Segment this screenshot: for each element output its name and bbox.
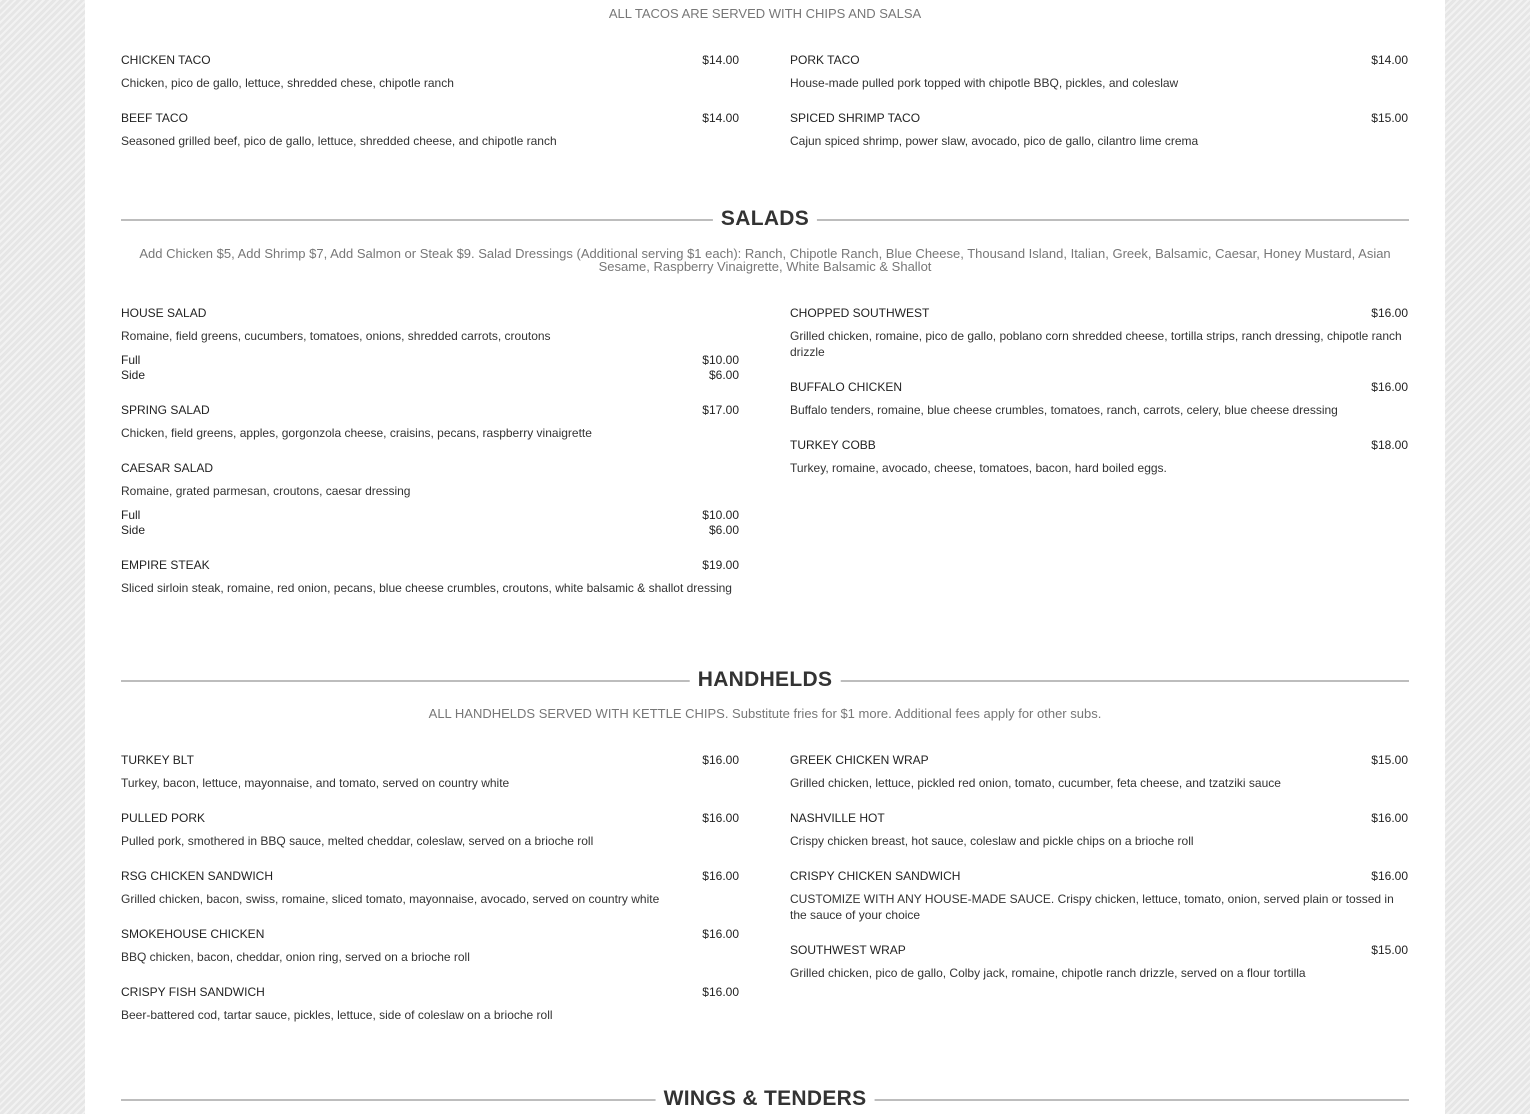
item-price: $14.00: [702, 111, 739, 125]
menu-item: [121, 985, 739, 1023]
menu-item: [121, 306, 739, 383]
salads-right-column: [790, 306, 1408, 496]
item-price: $16.00: [1371, 811, 1408, 825]
menu-item: [790, 53, 1408, 91]
item-name: HOUSE SALAD: [121, 306, 207, 320]
item-name: PULLED PORK: [121, 811, 206, 825]
menu-content: [121, 0, 1409, 1114]
size-option: [121, 353, 739, 368]
item-description: Pulled pork, smothered in BBQ sauce, melted cheddar, coleslaw, served on a brioche roll: [121, 834, 594, 848]
size-options: [121, 508, 739, 538]
item-description: Grilled chicken, romaine, pico de gallo, poblano corn shredded cheese, tortilla strips, ranch dressing, chipotle ranch drizzle: [790, 329, 1402, 359]
option-label: Full: [121, 508, 141, 522]
menu-item: [121, 403, 739, 441]
item-name: SPICED SHRIMP TACO: [790, 111, 921, 125]
item-name: CRISPY FISH SANDWICH: [121, 985, 265, 999]
item-price: $16.00: [1371, 306, 1408, 320]
menu-item: [790, 438, 1408, 476]
salads-left-column: [121, 306, 739, 616]
menu-item: [121, 558, 739, 596]
item-price: $16.00: [702, 985, 739, 999]
item-price: $14.00: [1371, 53, 1408, 67]
tacos-note: ALL TACOS ARE SERVED WITH CHIPS AND SALSA: [608, 6, 922, 21]
item-description: Chicken, pico de gallo, lettuce, shredded chese, chipotle ranch: [121, 76, 454, 90]
handhelds-section-header: [121, 665, 1409, 695]
item-price: $19.00: [702, 558, 739, 572]
item-description: Crispy chicken breast, hot sauce, coleslaw and pickle chips on a brioche roll: [790, 834, 1194, 848]
option-price: $10.00: [702, 353, 739, 367]
menu-item: [121, 461, 739, 538]
item-name: CHICKEN TACO: [121, 53, 211, 67]
item-name: EMPIRE STEAK: [121, 558, 210, 572]
section-title: WINGS & TENDERS: [656, 1084, 875, 1114]
section-title: HANDHELDS: [690, 665, 841, 695]
item-name: TURKEY COBB: [790, 438, 876, 452]
menu-page: [85, 0, 1445, 1114]
item-name: BEEF TACO: [121, 111, 188, 125]
item-description: Grilled chicken, pico de gallo, Colby jack, romaine, chipotle ranch drizzle, served on a flour tortilla: [790, 966, 1306, 980]
menu-item: [790, 943, 1408, 981]
item-price: $15.00: [1371, 943, 1408, 957]
option-label: Side: [121, 523, 146, 537]
item-name: CHOPPED SOUTHWEST: [790, 306, 930, 320]
menu-item: [121, 869, 739, 907]
item-description: Beer-battered cod, tartar sauce, pickles, lettuce, side of coleslaw on a brioche roll: [121, 1008, 553, 1022]
item-description: Sliced sirloin steak, romaine, red onion, pecans, blue cheese crumbles, croutons, white balsamic & shallot dressing: [121, 581, 732, 595]
item-description: House-made pulled pork topped with chipotle BBQ, pickles, and coleslaw: [790, 76, 1179, 90]
item-name: SOUTHWEST WRAP: [790, 943, 906, 957]
item-description: Turkey, romaine, avocado, cheese, tomatoes, bacon, hard boiled eggs.: [790, 461, 1167, 475]
menu-item: [121, 111, 739, 149]
item-description: Romaine, field greens, cucumbers, tomatoes, onions, shredded carrots, croutons: [121, 329, 551, 343]
item-price: $16.00: [1371, 869, 1408, 883]
item-description: Buffalo tenders, romaine, blue cheese crumbles, tomatoes, ranch, carrots, celery, blue cheese dressing: [790, 403, 1338, 417]
option-price: $6.00: [708, 368, 739, 382]
item-name: GREEK CHICKEN WRAP: [790, 753, 929, 767]
size-option: [121, 523, 739, 538]
item-price: $18.00: [1371, 438, 1408, 452]
menu-item: [790, 811, 1408, 849]
item-name: SMOKEHOUSE CHICKEN: [121, 927, 265, 941]
salads-note: Add Chicken $5, Add Shrimp $7, Add Salmon or Steak $9. Salad Dressings (Additional serving $1 each): Ranch, Chipotle Ranch, Blue Cheese, Thousand Island, Italian, Greek, Balsamic, Caesar, Honey Mustard, Asian Sesame, Raspberry Vinaigrette, White Balsamic & Shallot: [139, 246, 1391, 274]
item-description: BBQ chicken, bacon, cheddar, onion ring, served on a brioche roll: [121, 950, 470, 964]
item-price: $17.00: [702, 403, 739, 417]
menu-item: [790, 380, 1408, 418]
item-description: Chicken, field greens, apples, gorgonzola cheese, craisins, pecans, raspberry vinaigrette: [121, 426, 592, 440]
item-description: CUSTOMIZE WITH ANY HOUSE-MADE SAUCE. Crispy chicken, lettuce, tomato, onion, served plain or tossed in the sauce of your choice: [790, 892, 1394, 922]
tacos-right-column: [790, 53, 1408, 169]
menu-item: [121, 927, 739, 965]
menu-item: [790, 306, 1408, 360]
item-name: TURKEY BLT: [121, 753, 194, 767]
menu-item: [790, 869, 1408, 923]
item-description: Grilled chicken, bacon, swiss, romaine, sliced tomato, mayonnaise, avocado, served on country white: [121, 892, 660, 906]
item-description: Turkey, bacon, lettuce, mayonnaise, and tomato, served on country white: [121, 776, 510, 790]
item-name: BUFFALO CHICKEN: [790, 380, 903, 394]
item-price: $15.00: [1371, 753, 1408, 767]
item-price: $16.00: [702, 811, 739, 825]
option-label: Side: [121, 368, 146, 382]
option-price: $6.00: [708, 523, 739, 537]
size-option: [121, 508, 739, 523]
item-name: CRISPY CHICKEN SANDWICH: [790, 869, 961, 883]
item-name: CAESAR SALAD: [121, 461, 214, 475]
tacos-left-column: [121, 53, 739, 169]
item-name: NASHVILLE HOT: [790, 811, 885, 825]
item-description: Grilled chicken, lettuce, pickled red onion, tomato, cucumber, feta cheese, and tzatziki sauce: [790, 776, 1281, 790]
size-option: [121, 368, 739, 383]
item-name: PORK TACO: [790, 53, 860, 67]
item-price: $16.00: [702, 753, 739, 767]
menu-item: [121, 753, 739, 791]
salads-section-header: [121, 204, 1409, 234]
size-options: [121, 353, 739, 383]
item-name: SPRING SALAD: [121, 403, 210, 417]
item-price: $15.00: [1371, 111, 1408, 125]
item-price: $16.00: [702, 927, 739, 941]
handhelds-left-column: [121, 753, 739, 1043]
item-description: Romaine, grated parmesan, croutons, caesar dressing: [121, 484, 411, 498]
handhelds-note: ALL HANDHELDS SERVED WITH KETTLE CHIPS. Substitute fries for $1 more. Additional fees apply for other subs.: [428, 706, 1102, 721]
section-title: SALADS: [713, 204, 817, 234]
item-description: Seasoned grilled beef, pico de gallo, lettuce, shredded cheese, and chipotle ranch: [121, 134, 557, 148]
item-name: RSG CHICKEN SANDWICH: [121, 869, 274, 883]
item-price: $14.00: [702, 53, 739, 67]
handhelds-right-column: [790, 753, 1408, 1001]
item-description: Cajun spiced shrimp, power slaw, avocado, pico de gallo, cilantro lime crema: [790, 134, 1199, 148]
item-price: $16.00: [702, 869, 739, 883]
menu-item: [790, 753, 1408, 791]
wings-section-header: [121, 1084, 1409, 1114]
option-label: Full: [121, 353, 141, 367]
option-price: $10.00: [702, 508, 739, 522]
menu-item: [790, 111, 1408, 149]
item-price: $16.00: [1371, 380, 1408, 394]
menu-item: [121, 53, 739, 91]
menu-item: [121, 811, 739, 849]
